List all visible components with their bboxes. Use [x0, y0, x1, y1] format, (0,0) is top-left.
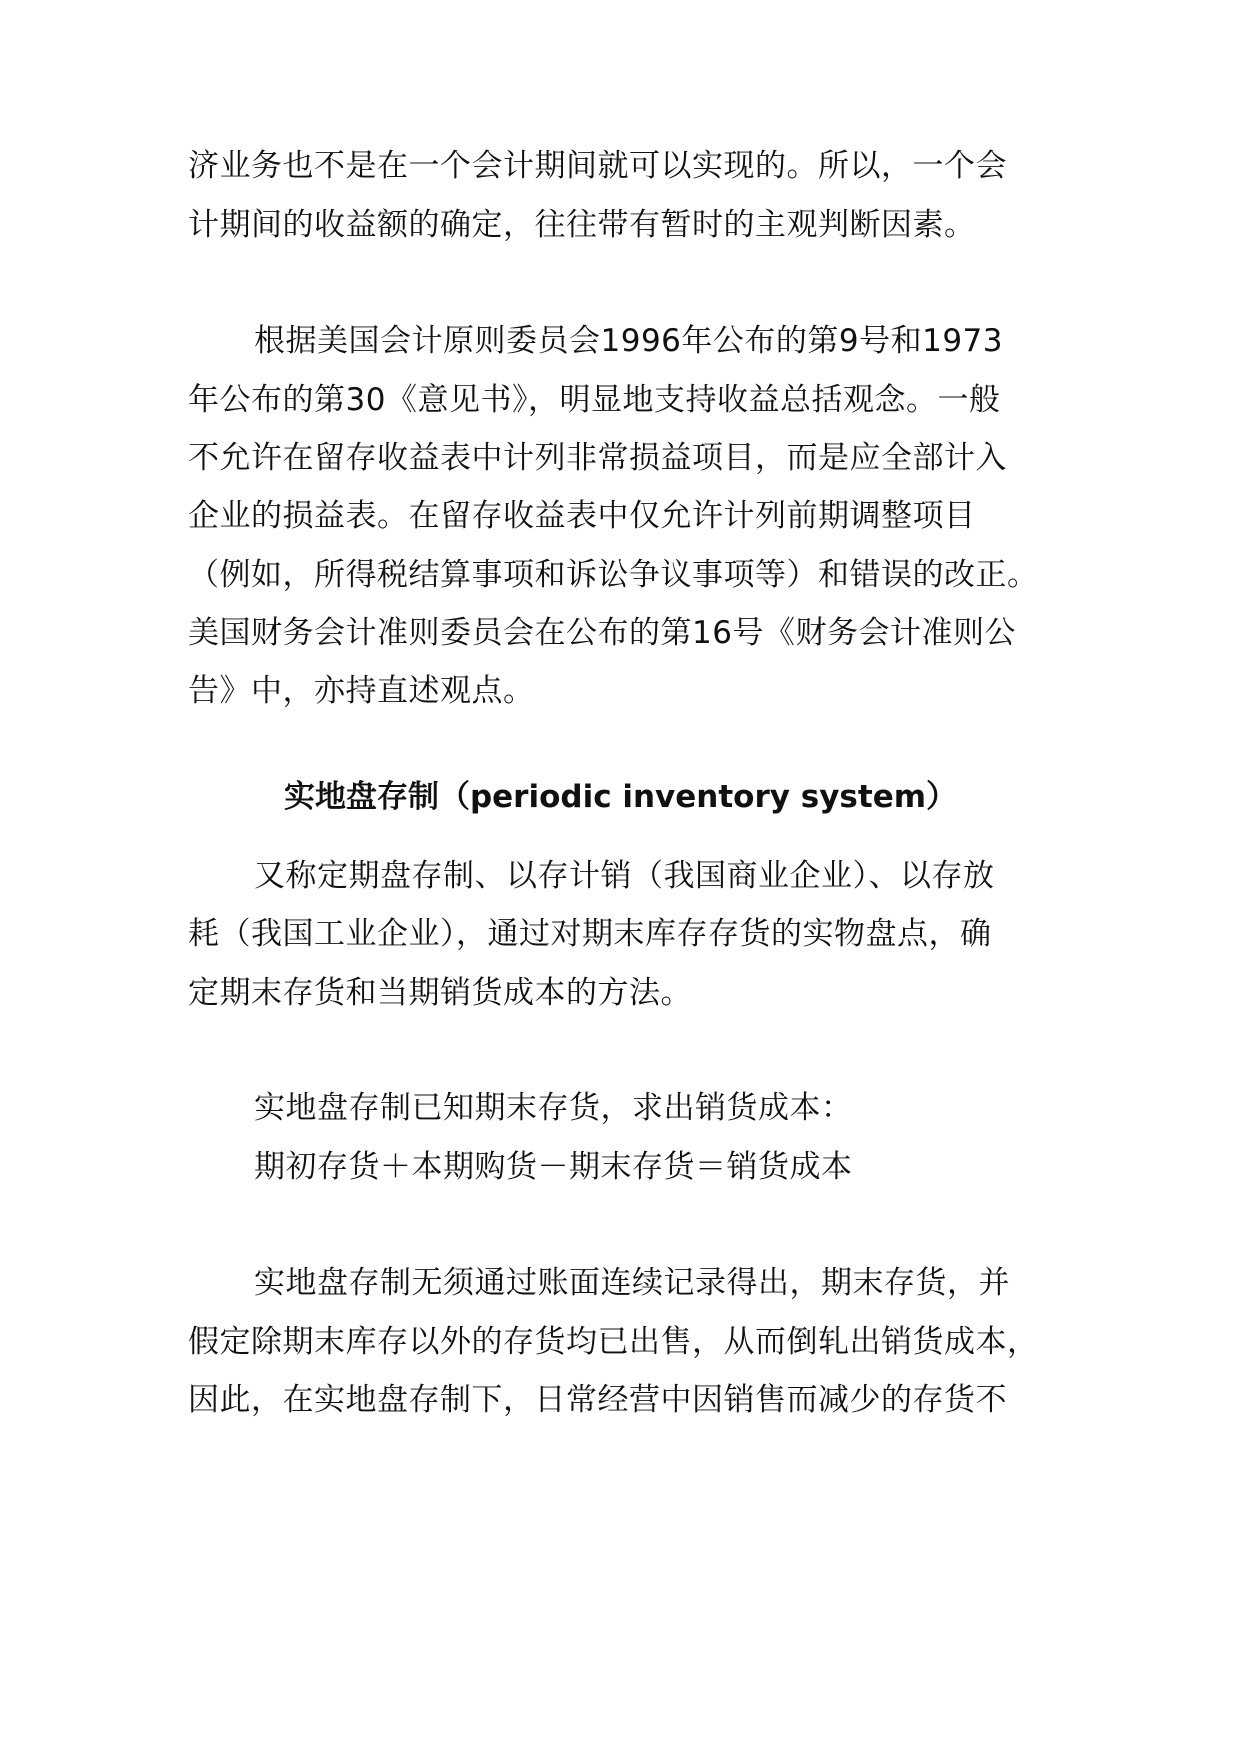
- paragraph-5-line-2: 假定除期末库存以外的存货均已出售，从而倒轧出销货成本，: [188, 1324, 1039, 1360]
- paragraph-3-line-2: 耗（我国工业企业），通过对期末库存存货的实物盘点，确: [188, 916, 992, 952]
- paragraph-4-line-1: 实地盘存制已知期末存货，求出销货成本：: [254, 1090, 853, 1126]
- paragraph-3-line-3: 定期末存货和当期销货成本的方法。: [188, 975, 692, 1011]
- paragraph-3-line-1: 又称定期盘存制、以存计销（我国商业企业）、以存放: [254, 858, 995, 894]
- paragraph-2-line-3: 不允许在留存收益表中计列非常损益项目，而是应全部计入: [188, 440, 1007, 476]
- formula-line: 期初存货＋本期购货－期末存货＝销货成本: [254, 1149, 853, 1185]
- section-heading: 实地盘存制（periodic inventory system）: [283, 779, 958, 815]
- paragraph-5-line-1: 实地盘存制无须通过账面连续记录得出，期末存货，并: [254, 1265, 1010, 1301]
- paragraph-2-line-1: 根据美国会计原则委员会1996年公布的第9号和1973: [254, 323, 1004, 359]
- paragraph-2-line-6: 美国财务会计准则委员会在公布的第16号《财务会计准则公: [188, 615, 1016, 651]
- paragraph-2-line-2: 年公布的第30《意见书》，明显地支持收益总括观念。一般: [188, 382, 1001, 418]
- paragraph-2-line-7: 告》中，亦持直述观点。: [188, 673, 535, 709]
- paragraph-1-line-2: 计期间的收益额的确定，往往带有暂时的主观判断因素。: [188, 207, 976, 243]
- paragraph-2-line-5: （例如，所得税结算事项和诉讼争议事项等）和错误的改正。: [188, 557, 1039, 593]
- paragraph-5-line-3: 因此，在实地盘存制下，日常经营中因销售而减少的存货不: [188, 1382, 1007, 1418]
- paragraph-1-line-1: 济业务也不是在一个会计期间就可以实现的。所以，一个会: [188, 148, 1007, 184]
- paragraph-2-line-4: 企业的损益表。在留存收益表中仅允许计列前期调整项目: [188, 498, 976, 534]
